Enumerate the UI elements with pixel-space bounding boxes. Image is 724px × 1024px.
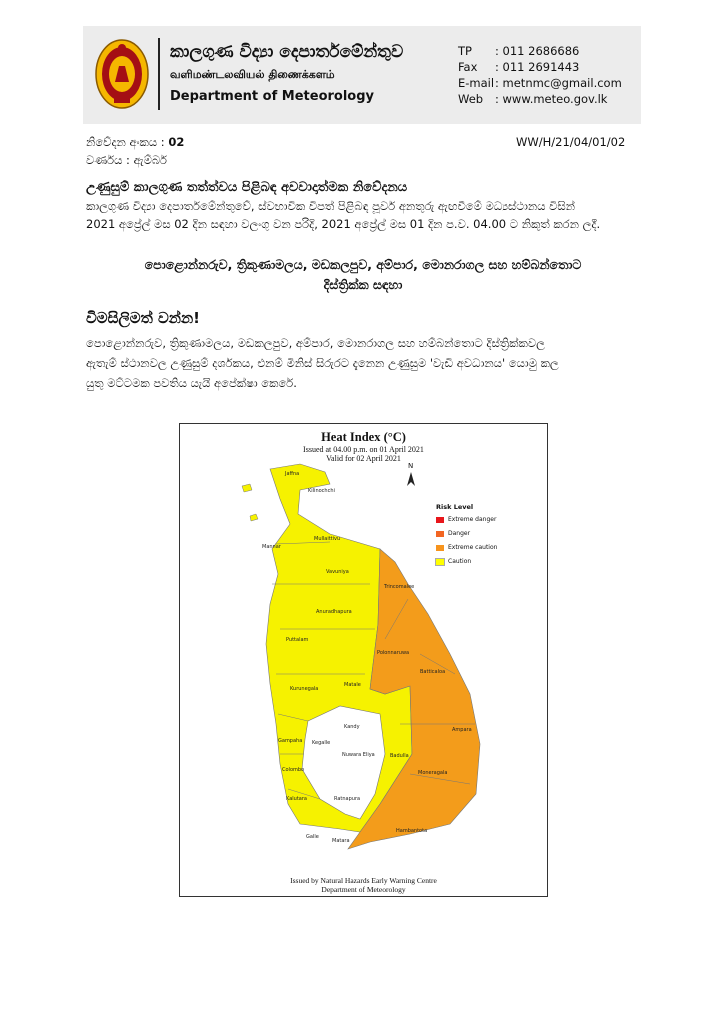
district-label: Ampara [452,727,472,733]
notice-number-label: නිවේදන අංකය : [86,135,165,149]
map-title: Heat Index (°C) [321,430,406,444]
legend-swatch [436,517,444,523]
district-label: Nuwara Eliya [342,752,375,758]
attention-heading: විමසිලිමත් වන්න! [86,309,200,327]
north-label: N [408,462,414,470]
districts-heading-line: දිස්ත්‍රික්ක සඳහා [323,277,403,292]
contact-phone [458,44,579,58]
district-label: Galle [306,834,319,840]
body-line: යුතු මට්ටමක පවතිය යැයි අපේක්ෂා කෙරේ. [86,376,297,390]
district-label: Colombo [282,767,305,773]
notice-number [86,135,184,150]
header-divider [158,38,160,110]
district-label: Jaffna [285,471,300,477]
district-label: Mannar [262,544,281,550]
district-label: Kalutara [286,796,307,802]
body-line: ඇතැම් ස්ථානවල උණුසුම් දර්ශකය, එනම් මිනිස් සිරුරට දැනෙන උණුසුම 'වැඩි අවධානය' යොමු කල [86,356,559,370]
district-label: Matara [332,838,350,844]
contact-value: : www.meteo.gov.lk [495,92,608,106]
contact-fax [458,60,579,74]
legend-label: Caution [448,558,472,565]
district-label: Kegalle [312,740,331,746]
contact-key: Fax [458,60,478,74]
map-issued-line: Issued at 04.00 p.m. on 01 April 2021 [303,445,424,454]
district-label: Moneragala [418,770,448,776]
contact-key: E-mail [458,76,495,90]
district-label: Puttalam [286,637,309,643]
district-label: Trincomalee [384,584,415,590]
legend-label: Extreme caution [448,544,498,551]
contact-key: TP [458,44,472,58]
district-label: Mullaittivu [314,536,341,542]
contact-value: : metnmc@gmail.com [495,76,622,90]
intro-line: 2021 අප්‍රේල් මස 02 දින සඳහා වලංගු වන පරිදි, 2021 අප්‍රේල් මස 01 දින ප.ව. 04.00 ට නිකුත් කරන ලදී. [86,217,601,231]
legend-swatch [436,545,444,551]
legend-item-caution [436,558,471,565]
district-label: Badulla [390,753,409,759]
contact-value: : 011 2691443 [495,60,580,74]
warning-paragraph [86,333,642,393]
island [250,514,258,521]
legend-label: Danger [448,530,471,537]
district-label: Kilinochchi [308,488,335,494]
intro-paragraph [86,197,646,233]
contact-email [458,76,622,90]
notice-number-value: 02 [168,135,185,149]
district-label: Gampaha [278,738,303,744]
org-name-sinhala: කාලගුණ විද්‍යා දෙපාර්තමේන්තුව [170,42,404,62]
district-label: Kandy [344,724,360,730]
body-line: පොළොන්නරුව, ත්‍රිකුණාමලය, මඩකලපුව, අම්පාර, මොනරාගල සහ හම්බන්තොට දිස්ත්‍රික්කවල [86,336,545,350]
org-name-english: Department of Meteorology [170,89,375,104]
legend-item-extreme-caution [436,544,497,551]
contact-key: Web [458,92,484,106]
district-label: Ratnapura [334,796,361,802]
district-label: Kurunegala [290,686,319,692]
heat-index-map [179,423,548,897]
district-label: Vavuniya [326,569,349,575]
legend-swatch [436,531,444,537]
districts-heading-line: පොළොන්නරුව, ත්‍රිකුණාමලය, මඩකලපුව, අම්පාර, මොනරාගල සහ හම්බන්තොට [144,257,582,272]
legend-label: Extreme danger [448,516,497,523]
district-label: Batticaloa [420,669,446,675]
legend-swatch [436,559,444,565]
district-label: Polonnaruwa [377,650,410,656]
map-valid-line: Valid for 02 April 2021 [326,454,401,463]
reference-code: WW/H/21/04/01/02 [516,135,626,149]
legend-item-danger [436,530,470,537]
district-label: Hambantota [396,828,428,834]
north-arrow-icon [407,472,415,486]
district-label: Anuradhapura [316,609,352,615]
contact-web [458,92,607,106]
document-title: උණුසුම් කාලගුණ තත්ත්වය පිළිබඳ අවවාදාත්මක නිවේදනය [86,180,408,195]
map-footer-line: Issued by Natural Hazards Early Warning Centre [290,876,437,885]
districts-heading [86,255,640,295]
letterhead-banner [83,26,641,124]
district-label: Matale [344,682,361,688]
legend-title: Risk Level [436,503,474,511]
colour-code-line: වර්ණය : ඇම්බර් [86,153,168,167]
sri-lanka-map [180,424,547,896]
sri-lanka-emblem-icon [94,38,150,110]
legend-item-extreme-danger [436,516,496,523]
map-footer-line: Department of Meteorology [321,885,406,894]
org-name-tamil: வளிமண்டலவியல் திணைக்களம் [170,68,335,81]
island [242,484,252,492]
intro-line: කාලගුණ විද්‍යා දෙපාර්තමේන්තුවේ, ස්වභාවික විපත් පිළිබඳ පූර්ව අනතුරු ඇඟවීමේ මධ්‍යස්ථානය විසින් [86,199,576,213]
contact-value: : 011 2686686 [495,44,580,58]
